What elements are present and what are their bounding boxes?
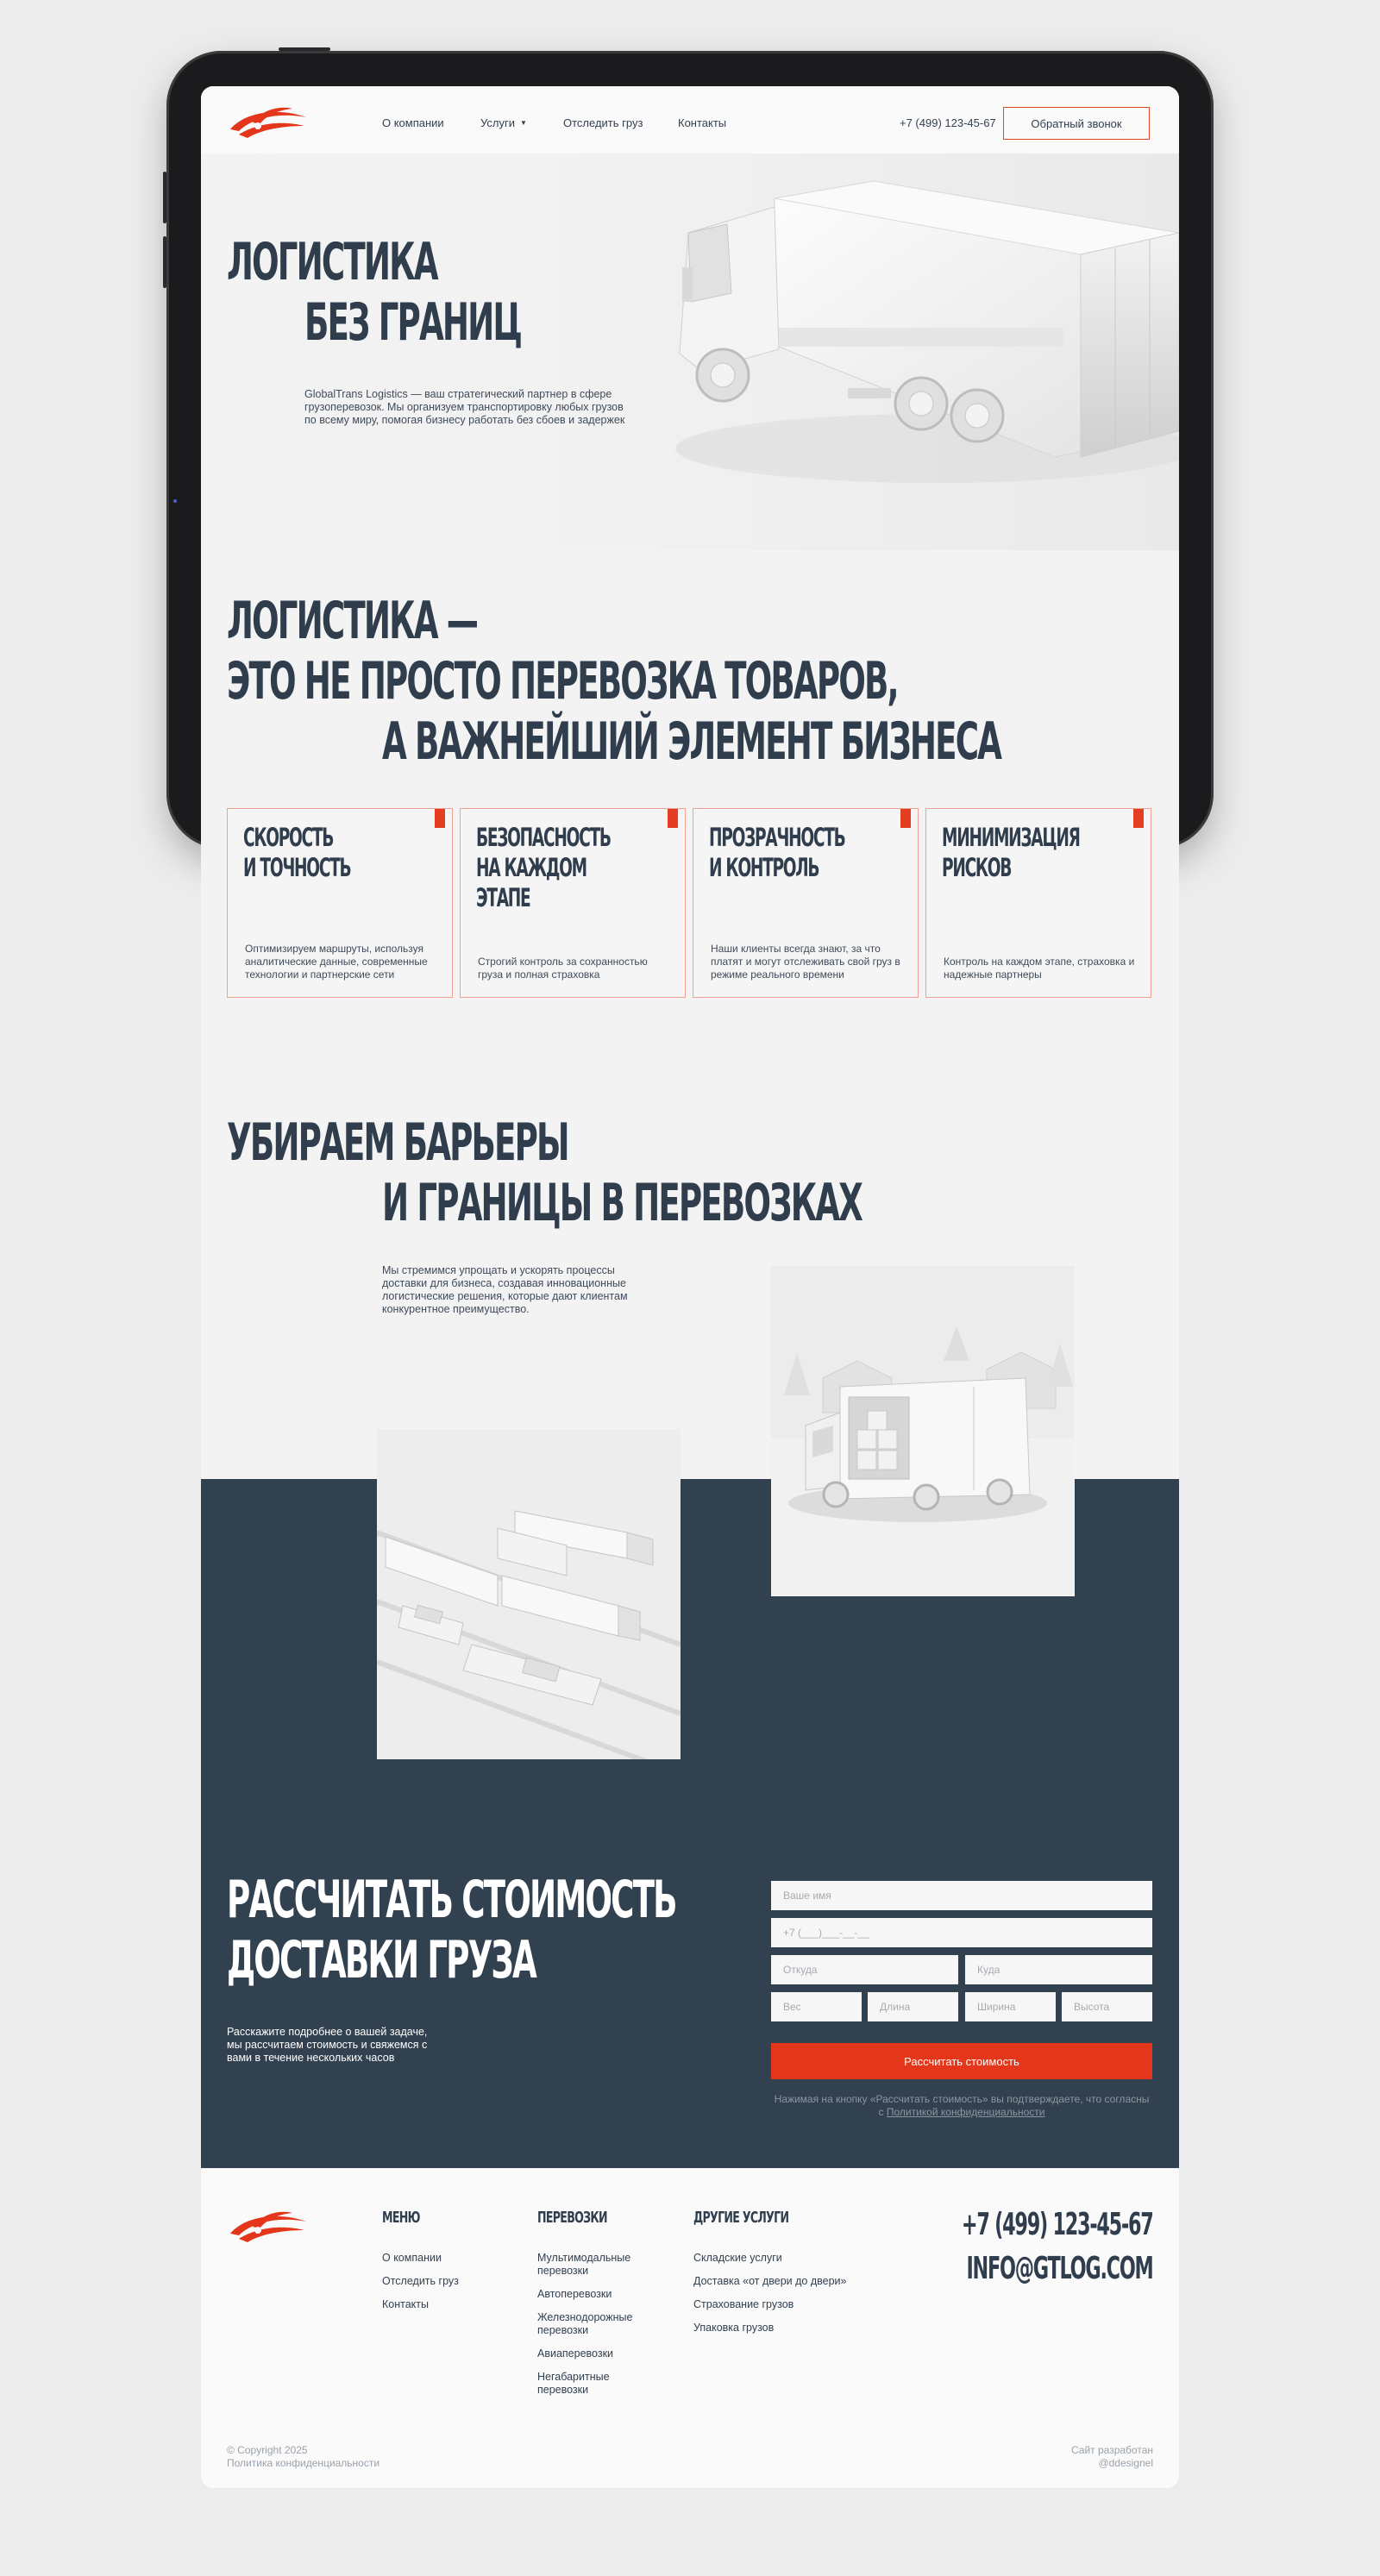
nav-services[interactable] xyxy=(480,116,527,129)
truck-illustration xyxy=(649,172,1179,500)
site-header xyxy=(201,86,1179,154)
calculate-button[interactable]: Рассчитать стоимость xyxy=(771,2043,1152,2079)
tablet-side-button xyxy=(163,236,166,288)
barriers-description: Мы стремимся упрощать и ускорять процессы доставки для бизнеса, создавая инновационные логистические решения, которые дают клиентам конкурентное преимущество. xyxy=(382,1264,628,1315)
card-accent xyxy=(1133,809,1144,828)
name-input[interactable] xyxy=(771,1881,1152,1910)
footer-menu-title: МЕНЮ xyxy=(382,2209,420,2227)
card-accent xyxy=(668,809,678,828)
card-accent xyxy=(435,809,445,828)
footer-email[interactable]: INFO@GTLOG.COM xyxy=(966,2251,1153,2286)
statement-line1: ЛОГИСТИКА — xyxy=(227,591,478,651)
feature-text: Контроль на каждом этапе, страховка и надежные партнеры xyxy=(944,956,1135,981)
consent-text: Нажимая на кнопку «Рассчитать стоимость» вы подтверждаете, что согласны с xyxy=(774,2093,1150,2118)
calc-title-line1: РАССЧИТАТЬ СТОИМОСТЬ xyxy=(227,1870,676,1930)
van-image xyxy=(771,1266,1075,1596)
logo-icon[interactable] xyxy=(227,103,310,140)
weight-input[interactable] xyxy=(771,1992,862,2021)
tablet-top-button xyxy=(279,47,330,51)
privacy-policy-link[interactable]: Политикой конфиденциальности xyxy=(886,2106,1045,2118)
footer-link-multimodal[interactable]: Мультимодальные перевозки xyxy=(537,2252,631,2277)
feature-text: Наши клиенты всегда знают, за что платят и могут отслеживать свой груз в режиме реального времени xyxy=(711,943,900,981)
to-input[interactable] xyxy=(965,1955,1152,1984)
feature-text: Оптимизируем маршруты, используя аналитические данные, современные технологии и партнерские сети xyxy=(245,943,428,981)
header-phone[interactable]: +7 (499) 123-45-67 xyxy=(900,116,996,129)
calc-description: Расскажите подробнее о вашей задаче, мы рассчитаем стоимость и свяжемся с вами в течение нескольких часов xyxy=(227,2026,428,2064)
feature-card xyxy=(925,808,1151,998)
footer-link-oversized[interactable]: Негабаритные перевозки xyxy=(537,2371,610,2396)
footer-link-track[interactable]: Отследить груз xyxy=(382,2275,459,2287)
developer-label: Сайт разработан xyxy=(1070,2444,1153,2456)
feature-card xyxy=(460,808,686,998)
nav-contacts[interactable]: Контакты xyxy=(678,116,727,129)
footer-link-contacts[interactable]: Контакты xyxy=(382,2298,429,2310)
footer-link-packaging[interactable]: Упаковка грузов xyxy=(693,2322,775,2334)
calc-title-line2: ДОСТАВКИ ГРУЗА xyxy=(227,1930,536,1990)
hero-title-line1: ЛОГИСТИКА xyxy=(227,232,437,292)
statement-line3: А ВАЖНЕЙШИЙ ЭЛЕМЕНТ БИЗНЕСА xyxy=(382,711,1001,772)
nav-track[interactable]: Отследить груз xyxy=(563,116,643,129)
footer-transport-title: ПЕРЕВОЗКИ xyxy=(537,2209,607,2227)
feature-text: Строгий контроль за сохранностью груза и полная страховка xyxy=(478,956,648,981)
from-input[interactable] xyxy=(771,1955,958,1984)
feature-title: БЕЗОПАСНОСТЬ НА КАЖДОМ ЭТАПЕ xyxy=(476,823,611,912)
footer-privacy-link[interactable]: Политика конфиденциальности xyxy=(227,2457,380,2469)
footer-phone[interactable]: +7 (499) 123-45-67 xyxy=(962,2207,1153,2242)
developer-link[interactable]: @ddesignel xyxy=(1098,2457,1153,2469)
multimodal-image xyxy=(377,1429,681,1759)
callback-button[interactable]: Обратный звонок xyxy=(1003,107,1150,140)
phone-input[interactable] xyxy=(771,1918,1152,1947)
footer-link-insurance[interactable]: Страхование грузов xyxy=(693,2298,794,2310)
barriers-title-line2: И ГРАНИЦЫ В ПЕРЕВОЗКАХ xyxy=(382,1173,862,1233)
tablet-side-button xyxy=(163,172,166,223)
feature-title: СКОРОСТЬ И ТОЧНОСТЬ xyxy=(243,823,351,882)
consent-note xyxy=(771,2093,1152,2119)
footer-link-rail[interactable]: Железнодорожные перевозки xyxy=(537,2311,633,2336)
footer-link-air[interactable]: Авиаперевозки xyxy=(537,2347,614,2360)
feature-card xyxy=(693,808,919,998)
barriers-title-line1: УБИРАЕМ БАРЬЕРЫ xyxy=(227,1113,568,1173)
nav-about[interactable]: О компании xyxy=(382,116,444,129)
width-input[interactable] xyxy=(965,1992,1056,2021)
card-accent xyxy=(900,809,911,828)
website-page xyxy=(201,86,1179,2488)
footer-link-about[interactable]: О компании xyxy=(382,2252,442,2264)
multimodal-illustration xyxy=(377,1429,681,1759)
footer-link-warehouse[interactable]: Складские услуги xyxy=(693,2252,782,2264)
copyright: © Copyright 2025 xyxy=(227,2444,308,2456)
footer-logo-icon[interactable] xyxy=(227,2208,310,2244)
tablet-camera xyxy=(173,499,177,503)
footer-link-auto[interactable]: Автоперевозки xyxy=(537,2288,612,2300)
hero-description: GlobalTrans Logistics — ваш стратегический партнер в сфере грузоперевозок. Мы организуем транспортировку любых грузов по всему миру, помогая бизнесу работать без сбоев и задержек xyxy=(304,388,625,426)
hero-title-line2: БЕЗ ГРАНИЦ xyxy=(304,292,522,353)
feature-title: МИНИМИЗАЦИЯ РИСКОВ xyxy=(942,823,1080,882)
nav-services-label: Услуги xyxy=(480,116,515,129)
length-input[interactable] xyxy=(868,1992,958,2021)
feature-title: ПРОЗРАЧНОСТЬ И КОНТРОЛЬ xyxy=(709,823,845,882)
footer-other-title: ДРУГИЕ УСЛУГИ xyxy=(693,2209,789,2227)
height-input[interactable] xyxy=(1062,1992,1152,2021)
feature-card xyxy=(227,808,453,998)
footer-link-door-to-door[interactable]: Доставка «от двери до двери» xyxy=(693,2275,847,2287)
chevron-down-icon: ▼ xyxy=(519,119,527,127)
van-illustration xyxy=(771,1266,1075,1596)
statement-line2: ЭТО НЕ ПРОСТО ПЕРЕВОЗКА ТОВАРОВ, xyxy=(227,651,898,711)
